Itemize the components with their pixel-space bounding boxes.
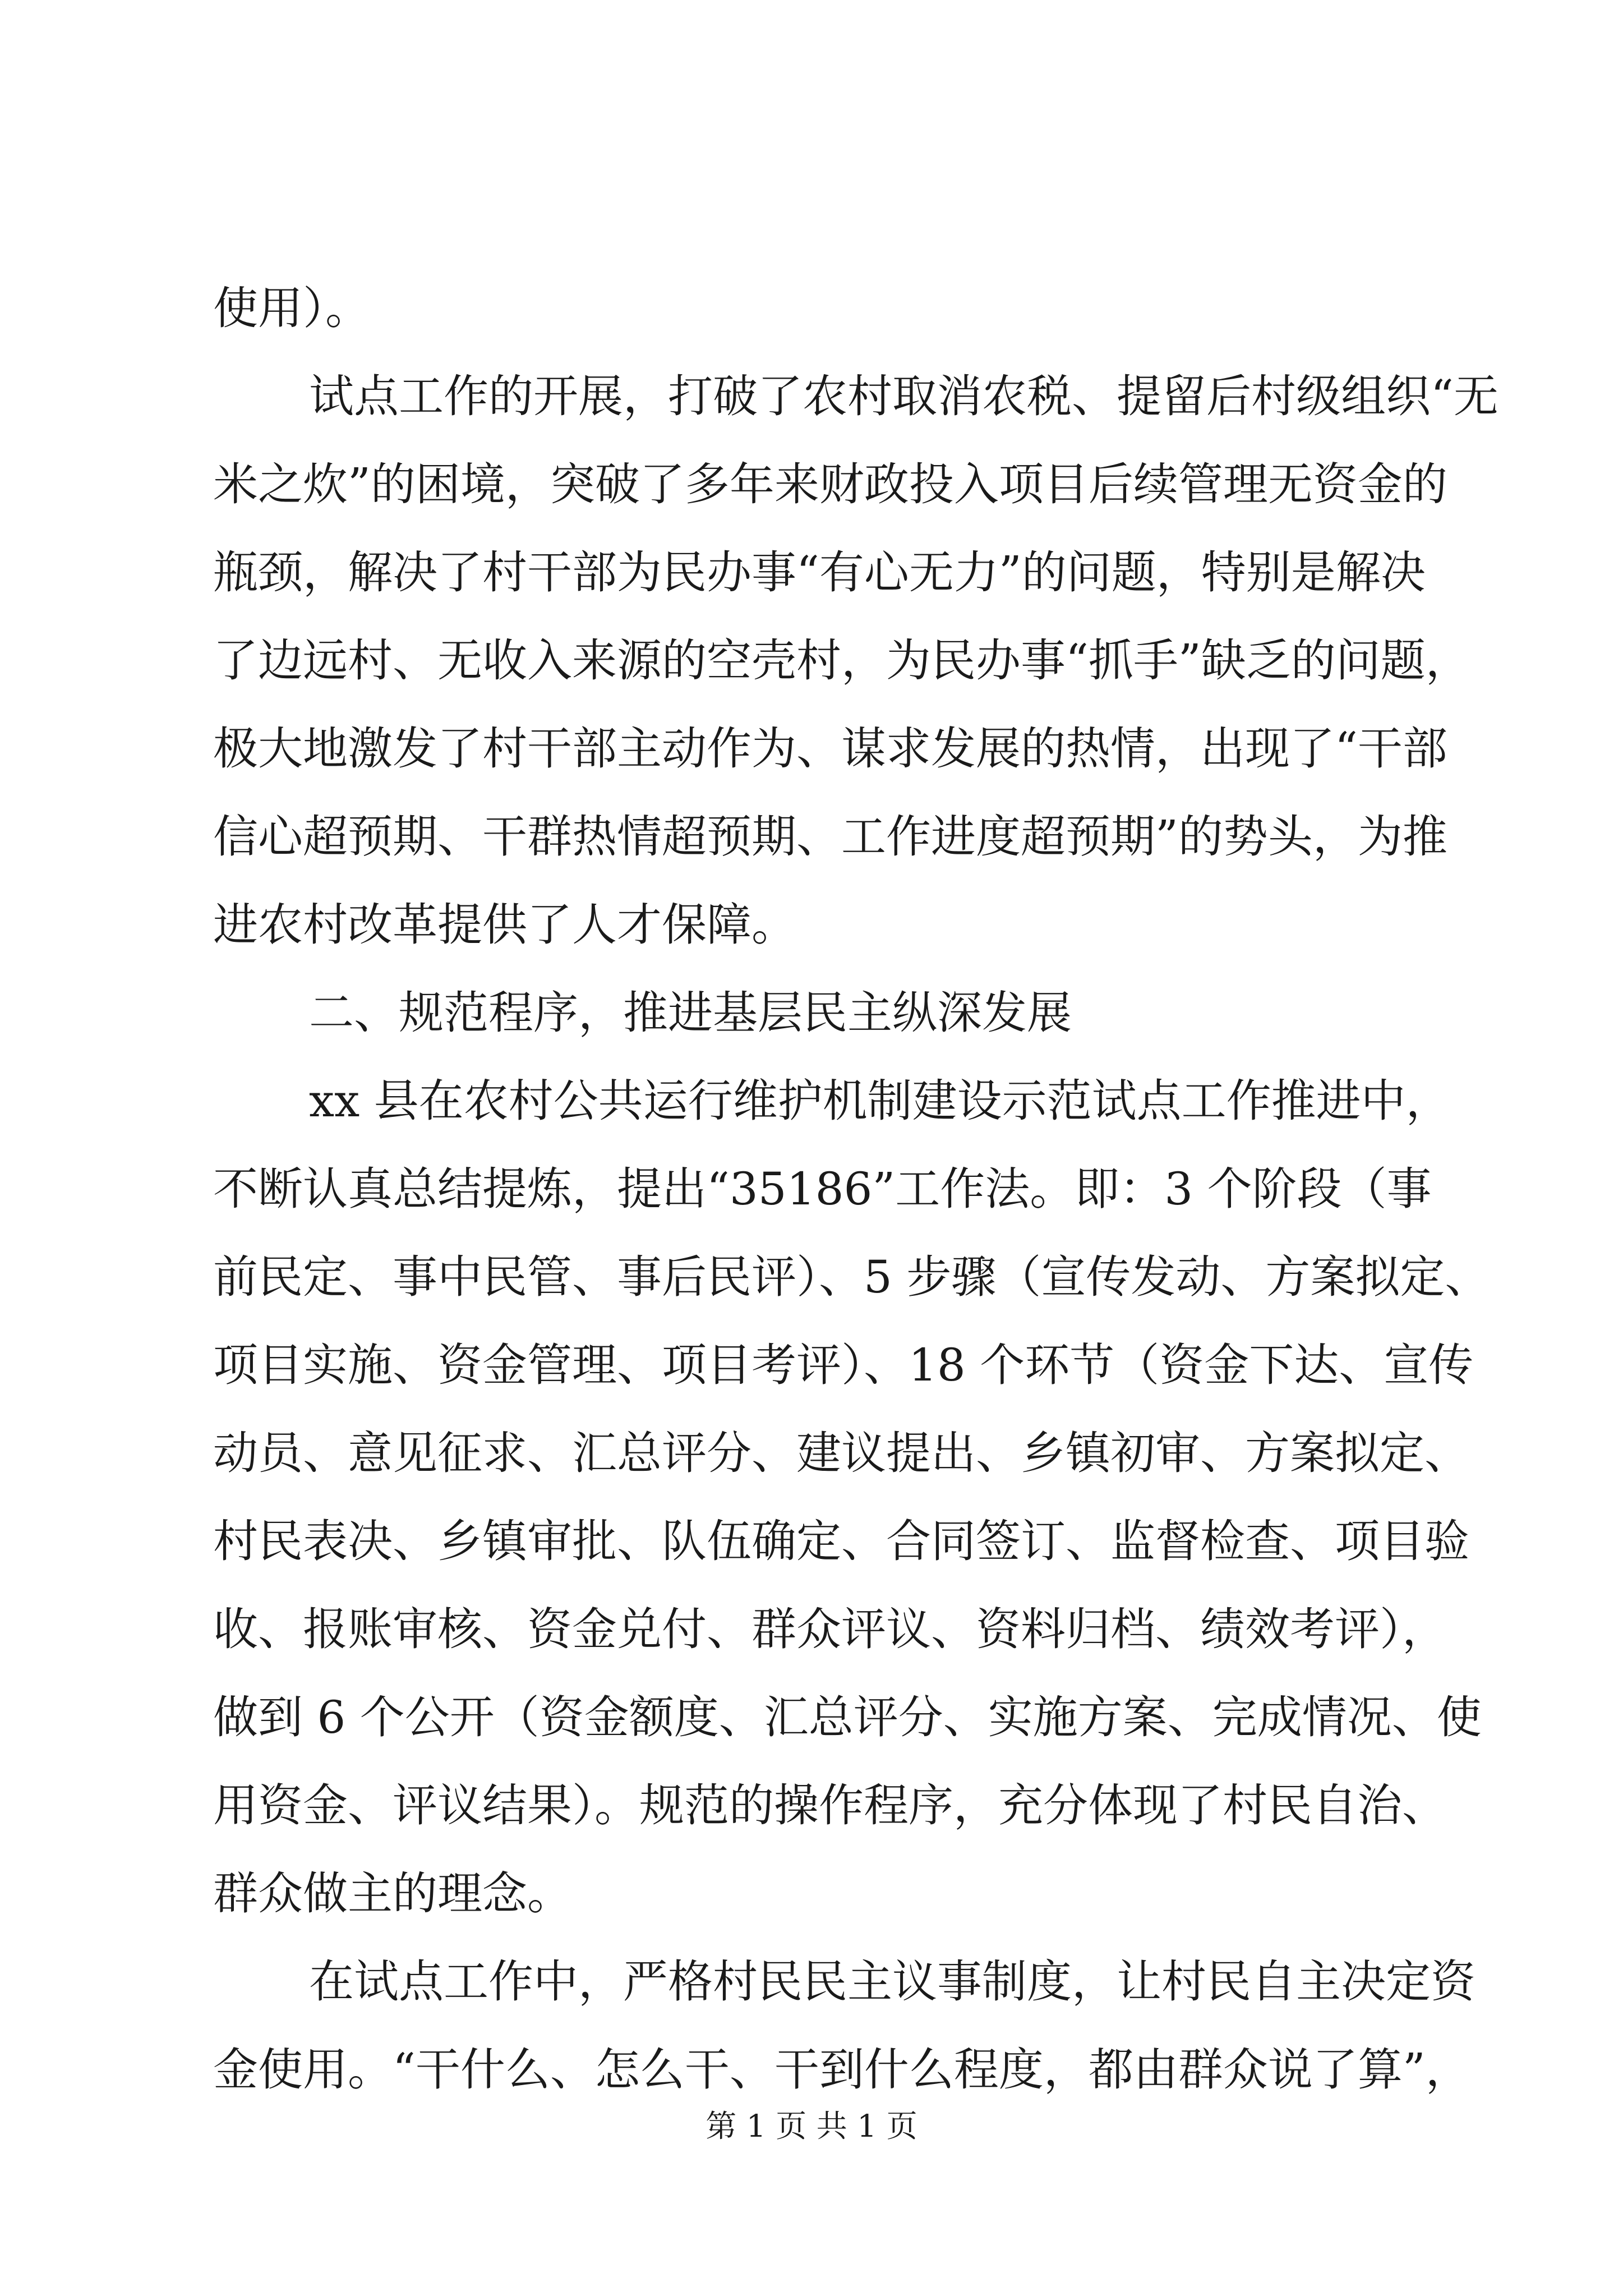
body-line — [0, 880, 1623, 970]
body-line — [0, 2025, 1623, 2115]
line-text: 极大地激发了村干部主动作为、谋求发展的热情，出现了“干部 — [213, 723, 1447, 775]
body-line — [0, 1761, 1623, 1851]
line-text: 不断认真总结提炼，提出“35186”工作法。即：3 个阶段（事 — [213, 1163, 1432, 1215]
line-text: 前民定、事中民管、事后民评）、5 步骤（宣传发动、方案拟定、 — [213, 1251, 1490, 1303]
line-text: 收、报账审核、资金兑付、群众评议、资料归档、绩效考评）， — [213, 1603, 1447, 1655]
body-line — [0, 1497, 1623, 1586]
body-line — [0, 1849, 1623, 1939]
line-text: 瓶颈，解决了村干部为民办事“有心无力”的问题，特别是解决 — [213, 546, 1426, 599]
body-line — [0, 1585, 1623, 1674]
page-footer: 第 1 页 共 1 页 — [706, 2108, 917, 2144]
line-text: 二、规范程序，推进基层民主纵深发展 — [309, 987, 1072, 1039]
line-text: 米之炊”的困境，突破了多年来财政投入项目后续管理无资金的 — [213, 458, 1447, 510]
line-text: 村民表决、乡镇审批、队伍确定、合同签订、监督检查、项目验 — [213, 1515, 1469, 1567]
body-line — [0, 792, 1623, 882]
line-text: 动员、意见征求、汇总评分、建议提出、乡镇初审、方案拟定、 — [213, 1427, 1469, 1479]
body-line — [0, 264, 1623, 353]
body-line — [0, 1144, 1623, 1234]
body-line — [0, 1673, 1623, 1763]
line-text: 试点工作的开展，打破了农村取消农税、提留后村级组织“无 — [309, 370, 1498, 422]
section-heading — [0, 968, 1623, 1058]
line-text: 了边远村、无收入来源的空壳村，为民办事“抓手”缺乏的问题， — [213, 634, 1470, 687]
line-text: 群众做主的理念。 — [213, 1867, 572, 1920]
body-line — [0, 1232, 1623, 1322]
body-line — [0, 440, 1623, 530]
line-text: xx 县在农村公共运行维护机制建设示范试点工作推进中， — [309, 1075, 1451, 1127]
line-text: 进农村改革提供了人才保障。 — [213, 899, 796, 951]
body-line — [0, 1409, 1623, 1498]
line-text: 用资金、评议结果）。规范的操作程序，充分体现了村民自治、 — [213, 1779, 1447, 1832]
body-line — [0, 616, 1623, 706]
body-line — [0, 528, 1623, 618]
paragraph-first-line — [0, 1056, 1623, 1146]
paragraph-first-line — [0, 1937, 1623, 2027]
line-text: 项目实施、资金管理、项目考评）、18 个环节（资金下达、宣传 — [213, 1339, 1474, 1391]
line-text: 信心超预期、干群热情超预期、工作进度超预期”的势头，为推 — [213, 811, 1447, 863]
body-line — [0, 704, 1623, 794]
paragraph-first-line — [0, 352, 1623, 441]
line-text: 使用）。 — [213, 282, 370, 334]
line-text: 金使用。“干什么、怎么干、干到什么程度，都由群众说了算”， — [213, 2044, 1470, 2096]
body-line — [0, 1320, 1623, 1410]
line-text: 在试点工作中，严格村民民主议事制度，让村民自主决定资 — [309, 1955, 1476, 2008]
line-text: 做到 6 个公开（资金额度、汇总评分、实施方案、完成情况、使 — [213, 1691, 1482, 1743]
